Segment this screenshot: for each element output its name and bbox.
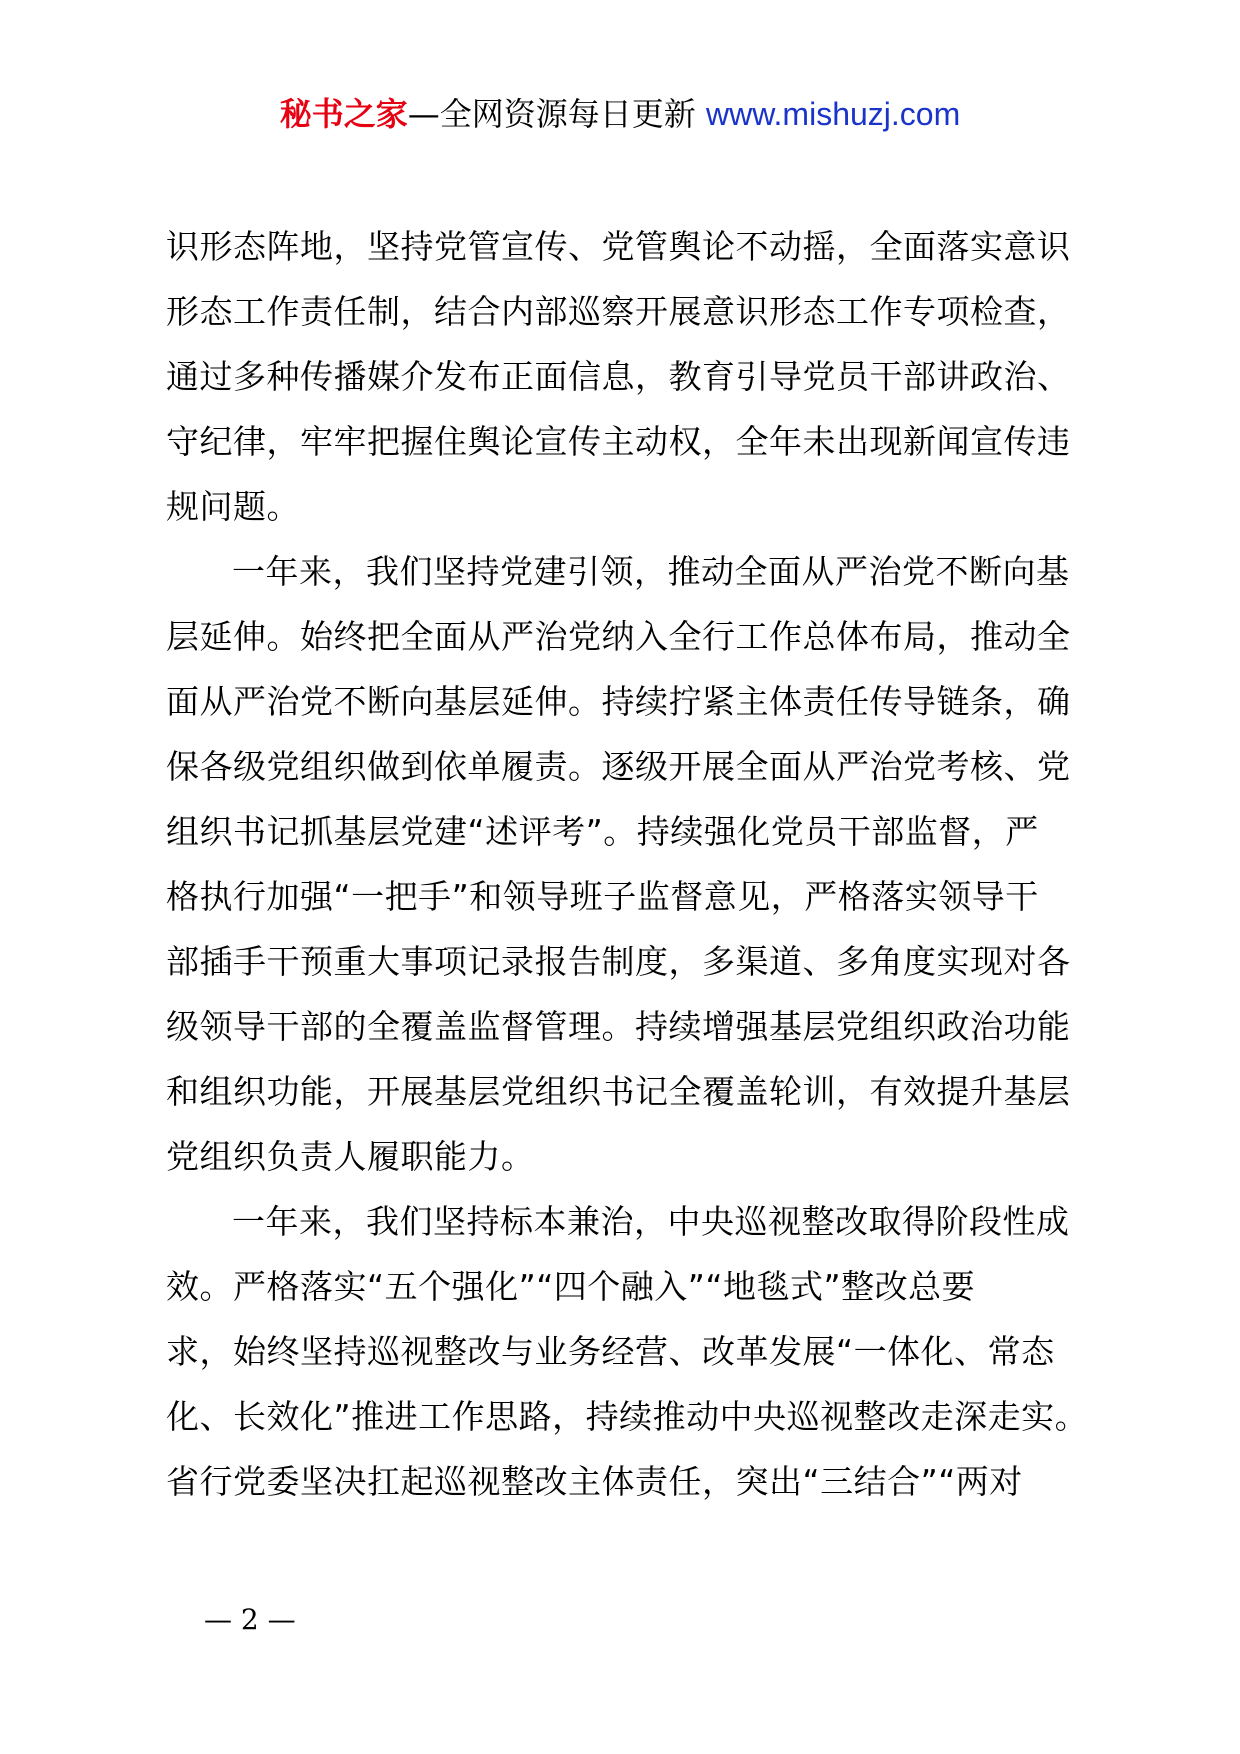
text-line: 守纪律，牢牢把握住舆论宣传主动权，全年未出现新闻宣传违 (166, 422, 1071, 461)
website-url[interactable]: www.mishuzj.com (705, 96, 961, 132)
text-line: 级领导干部的全覆盖监督管理。持续增强基层党组织政治功能 (166, 1007, 1071, 1046)
brand-name: 秘书之家 (279, 95, 408, 133)
document-body (166, 214, 1089, 1514)
page-number: — 2 — (204, 1603, 296, 1636)
text-line: 面从严治党不断向基层延伸。持续拧紧主体责任传导链条，确 (166, 682, 1071, 721)
text-line: 形态工作责任制，结合内部巡察开展意识形态工作专项检查， (166, 292, 1071, 331)
text-line: 省行党委坚决扛起巡视整改主体责任，突出“三结合”“两对 (166, 1462, 1023, 1501)
paragraph-start-line: 一年来，我们坚持党建引领，推动全面从严治党不断向基 (232, 552, 1070, 591)
text-line: 组织书记抓基层党建“述评考”。持续强化党员干部监督，严 (166, 812, 1039, 851)
site-header (0, 92, 1240, 136)
text-line: 党组织负责人履职能力。 (166, 1137, 535, 1176)
text-line: 化、长效化”推进工作思路，持续推动中央巡视整改走深走实。 (166, 1397, 1089, 1436)
text-line: 规问题。 (166, 487, 300, 526)
paragraph-start-line: 一年来，我们坚持标本兼治，中央巡视整改取得阶段性成 (232, 1202, 1070, 1241)
header-tagline: —全网资源每日更新 (407, 95, 706, 133)
text-line: 识形态阵地，坚持党管宣传、党管舆论不动摇，全面落实意识 (166, 227, 1071, 266)
text-line: 保各级党组织做到依单履责。逐级开展全面从严治党考核、党 (166, 747, 1071, 786)
text-line: 效。严格落实“五个强化”“四个融入”“地毯式”整改总要 (166, 1267, 976, 1306)
text-line: 和组织功能，开展基层党组织书记全覆盖轮训，有效提升基层 (166, 1072, 1071, 1111)
text-line: 部插手干预重大事项记录报告制度，多渠道、多角度实现对各 (166, 942, 1071, 981)
text-line: 层延伸。始终把全面从严治党纳入全行工作总体布局，推动全 (166, 617, 1071, 656)
text-line: 求，始终坚持巡视整改与业务经营、改革发展“一体化、常态 (166, 1332, 1055, 1371)
text-line: 格执行加强“一把手”和领导班子监督意见，严格落实领导干 (166, 877, 1039, 916)
text-line: 通过多种传播媒介发布正面信息，教育引导党员干部讲政治、 (166, 357, 1071, 396)
